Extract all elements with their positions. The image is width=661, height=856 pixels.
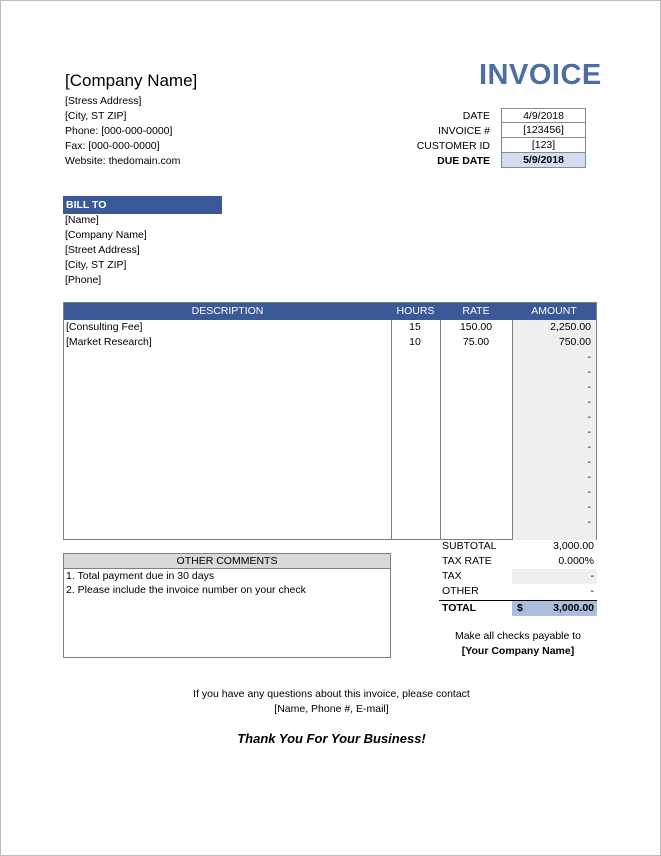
item-amount-cell: - [587,351,591,363]
other-comments-header: OTHER COMMENTS [64,554,390,569]
table-row [64,380,596,395]
item-hours-cell[interactable]: 10 [409,336,421,348]
total-row [439,600,597,615]
invoice-title: INVOICE [479,59,602,91]
date-field[interactable]: 4/9/2018 [501,108,586,123]
item-amount-cell: - [587,516,591,528]
payable-company: [Your Company Name] [461,645,575,657]
other-row [439,584,597,599]
tax-rate-field[interactable]: 0.000% [558,555,594,567]
item-amount-cell: 750.00 [558,336,591,348]
item-amount-cell: 2,250.00 [550,321,591,333]
table-row [64,320,596,335]
company-website: Website: thedomain.com [65,155,181,167]
other-field[interactable]: - [590,585,594,597]
customer-id-label: CUSTOMER ID [416,139,490,152]
item-amount-cell: - [587,456,591,468]
subtotal-value: 3,000.00 [553,540,594,552]
total-label: TOTAL [442,602,477,614]
payable-line: Make all checks payable to [454,630,582,642]
contact-line: If you have any questions about this invoice, please contact [193,688,470,700]
meta-row-invoice [401,123,586,138]
tax-rate-row [439,554,597,569]
item-amount-cell: - [587,381,591,393]
table-row [64,515,596,530]
invoice-number-label: INVOICE # [438,124,490,137]
item-amount-cell: - [587,366,591,378]
company-name: [Company Name] [65,71,198,90]
invoice-number-field[interactable]: [123456] [501,123,586,138]
meta-row-date [401,108,586,123]
item-amount-cell: - [587,501,591,513]
comment-line: 1. Total payment due in 30 days [66,570,215,582]
company-details [65,94,180,169]
payable-note [439,629,597,659]
table-row [64,395,596,410]
invoice-meta [401,108,586,168]
items-table-header [64,303,596,320]
tax-row [439,569,597,584]
company-phone: Phone: [000-000-0000] [65,125,173,137]
comment-line: 2. Please include the invoice number on your check [66,584,306,596]
table-row [64,365,596,380]
bill-to-phone[interactable]: [Phone] [65,274,102,286]
subtotal-row [439,539,597,554]
bill-to-header: BILL TO [63,196,222,214]
date-label: DATE [462,109,490,122]
total-value: 3,000.00 [512,601,597,616]
company-city: [City, ST ZIP] [65,110,127,122]
table-row [64,500,596,515]
table-row [64,485,596,500]
item-amount-cell: - [587,441,591,453]
item-description-cell[interactable]: [Consulting Fee] [66,321,143,333]
item-amount-cell: - [587,426,591,438]
table-row [64,335,596,350]
item-amount-cell: - [587,396,591,408]
table-row [64,455,596,470]
subtotal-label: SUBTOTAL [442,540,497,552]
table-row [64,350,596,365]
other-comments-box [63,553,391,658]
customer-id-field[interactable]: [123] [501,138,586,153]
company-address: [Stress Address] [65,95,142,107]
table-row [64,470,596,485]
item-rate-cell[interactable]: 75.00 [462,336,490,348]
items-table [63,302,597,540]
other-label: OTHER [442,585,479,597]
meta-row-due [401,153,586,168]
due-date-label: DUE DATE [437,154,490,167]
currency-symbol: $ [517,602,523,614]
item-amount-cell: - [587,486,591,498]
thank-you-message: Thank You For Your Business! [237,731,426,746]
bill-to-name[interactable]: [Name] [65,214,99,226]
totals-block [439,539,597,615]
meta-row-customer [401,138,586,153]
table-row [64,410,596,425]
due-date-field[interactable]: 5/9/2018 [501,153,586,168]
tax-label: TAX [442,570,462,582]
bill-to-street[interactable]: [Street Address] [65,244,140,256]
item-amount-cell: - [587,471,591,483]
bill-to-details [65,213,147,288]
item-description-cell[interactable]: [Market Research] [66,336,152,348]
table-row [64,440,596,455]
item-rate-cell[interactable]: 150.00 [459,321,493,333]
item-hours-cell[interactable]: 15 [409,321,421,333]
item-amount-cell: - [587,411,591,423]
company-fax: Fax: [000-000-0000] [65,140,160,152]
contact-note [1,687,661,717]
other-comments-text[interactable] [64,569,390,597]
header-hours: HOURS [396,305,435,317]
contact-details: [Name, Phone #, E-mail] [274,703,389,715]
table-row [64,425,596,440]
bill-to-company[interactable]: [Company Name] [65,229,147,241]
header-rate: RATE [462,305,490,317]
header-amount: AMOUNT [531,305,577,317]
tax-value: - [512,569,597,584]
bill-to-city[interactable]: [City, ST ZIP] [65,259,127,271]
header-description: DESCRIPTION [191,305,264,317]
tax-rate-label: TAX RATE [442,555,492,567]
